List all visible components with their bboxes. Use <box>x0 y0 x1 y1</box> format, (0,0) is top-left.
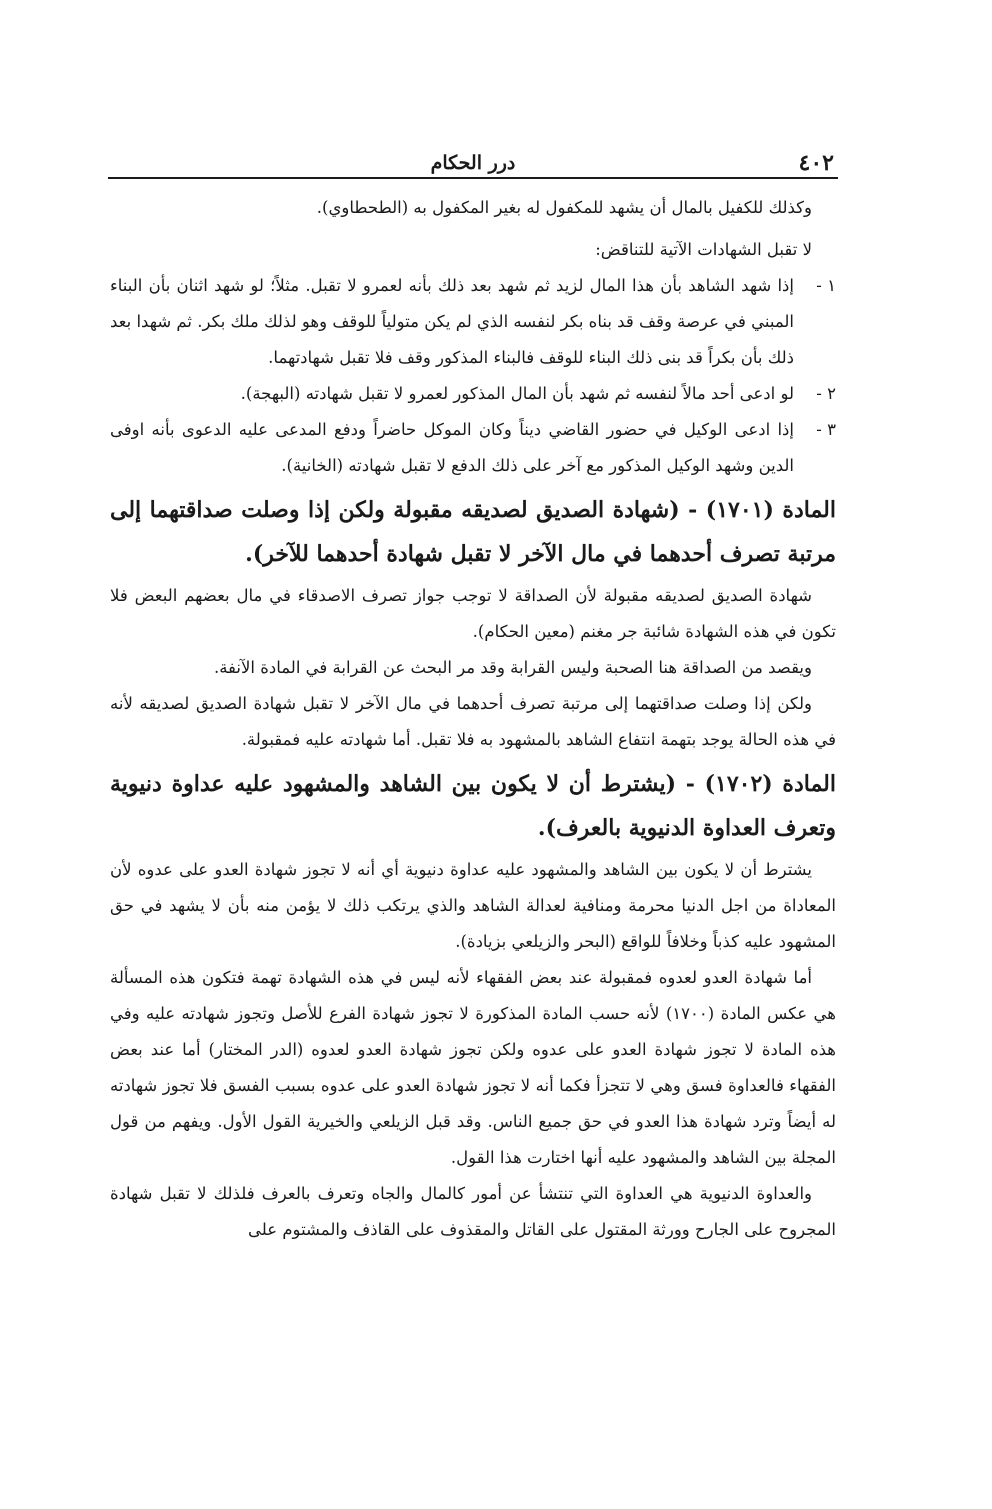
list-item-number: ١ - <box>816 276 836 295</box>
page-header <box>108 150 838 180</box>
paragraph: أما شهادة العدو لعدوه فمقبولة عند بعض الفقهاء لأنه ليس في هذه الشهادة تهمة فتكون هذه المسألة هي عكس المادة (١٧٠٠) لأنه حسب المادة المذكورة لا تجوز شهادة الفرع للأصل وتجوز شهادته عليه وفي هذه المادة لا تجوز شهادة العدو على عدوه ولكن تجوز شهادة العدو لعدوه (الدر المختار) أما عند بعض الفقهاء فالعداوة فسق وهي لا تتجزأ فكما أنه لا تجوز شهادة العدو على عدوه بسبب الفسق فلا تجوز شهادته له أيضاً وترد شهادة هذا العدو في حق جميع الناس. وقد قبل الزيلعي والخيرية القول الأول. ويفهم من قول المجلة بين الشاهد والمشهود عليه أنها اختارت هذا القول. <box>110 968 836 1167</box>
body-text <box>110 190 836 1248</box>
paragraph: يشترط أن لا يكون بين الشاهد والمشهود عليه عداوة دنيوية أي أنه لا تجوز شهادة العدو على عدوه لأن المعاداة من اجل الدنيا محرمة ومنافية لعدالة الشاهد والذي يرتكب ذلك لا يؤمن منه بأن لا يشهد في حق المشهود عليه كذباً وخلافاً للواقع (البحر والزيلعي بزيادة). <box>110 860 836 951</box>
list-item-number: ٢ - <box>816 384 836 403</box>
paragraph: والعداوة الدنيوية هي العداوة التي تنتشأ عن أمور كالمال والجاه وتعرف بالعرف فلذلك لا تقبل شهادة المجروح على الجارح وورثة المقتول على القاتل والمقذوف على القاذف والمشتوم على <box>110 1184 836 1239</box>
list-item <box>110 412 836 484</box>
list-item <box>110 268 836 376</box>
list-item-text: إذا ادعى الوكيل في حضور القاضي ديناً وكان الموكل حاضراً ودفع المدعى عليه الدعوى بأنه اوفى الدين وشهد الوكيل المذكور مع آخر على ذلك الدفع لا تقبل شهادته (الخانية). <box>110 420 794 475</box>
article-heading: المادة (١٧٠١) - (شهادة الصديق لصديقه مقبولة ولكن إذا وصلت صداقتهما إلى مرتبة تصرف أحدهما في مال الآخر لا تقبل شهادة أحدهما للآخر). <box>110 497 836 567</box>
article-heading: المادة (١٧٠٢) - (يشترط أن لا يكون بين الشاهد والمشهود عليه عداوة دنيوية وتعرف العداوة الدنيوية بالعرف). <box>110 771 836 841</box>
paragraph: لا تقبل الشهادات الآتية للتناقض: <box>595 240 812 259</box>
paragraph: وكذلك للكفيل بالمال أن يشهد للمكفول له بغير المكفول به (الطحطاوي). <box>316 198 812 217</box>
list-item-text: إذا شهد الشاهد بأن هذا المال لزيد ثم شهد بعد ذلك بأنه لعمرو لا تقبل. مثلاً؛ لو شهد اثنان بأن البناء المبني في عرصة وقف قد بناه بكر لنفسه الذي لم يكن متولياً للوقف وهو لذلك ملك بكر. ثم شهدا بعد ذلك بأن بكراً قد بنى ذلك البناء للوقف فالبناء المذكور وقف فلا تقبل شهادتهما. <box>110 276 794 367</box>
paragraph: ولكن إذا وصلت صداقتهما إلى مرتبة تصرف أحدهما في مال الآخر لا تقبل شهادة الصديق لصديقه لأنه في هذه الحالة يوجد بتهمة انتفاع الشاهد بالمشهود به فلا تقبل. أما شهادته عليه فمقبولة. <box>110 694 836 749</box>
list-item-text: لو ادعى أحد مالاً لنفسه ثم شهد بأن المال المذكور لعمرو لا تقبل شهادته (البهجة). <box>240 384 794 403</box>
page-number: ٤٠٢ <box>798 150 834 176</box>
paragraph: ويقصد من الصداقة هنا الصحبة وليس القرابة وقد مر البحث عن القرابة في المادة الآنفة. <box>213 658 812 677</box>
paragraph: شهادة الصديق لصديقه مقبولة لأن الصداقة لا توجب جواز تصرف الاصدقاء في مال بعضهم البعض فلا تكون في هذه الشهادة شائبة جر مغنم (معين الحكام). <box>110 586 836 641</box>
running-title: درر الحكام <box>430 152 516 174</box>
list-item <box>110 376 836 412</box>
list-item-number: ٣ - <box>816 420 836 439</box>
header-rule <box>108 177 838 179</box>
